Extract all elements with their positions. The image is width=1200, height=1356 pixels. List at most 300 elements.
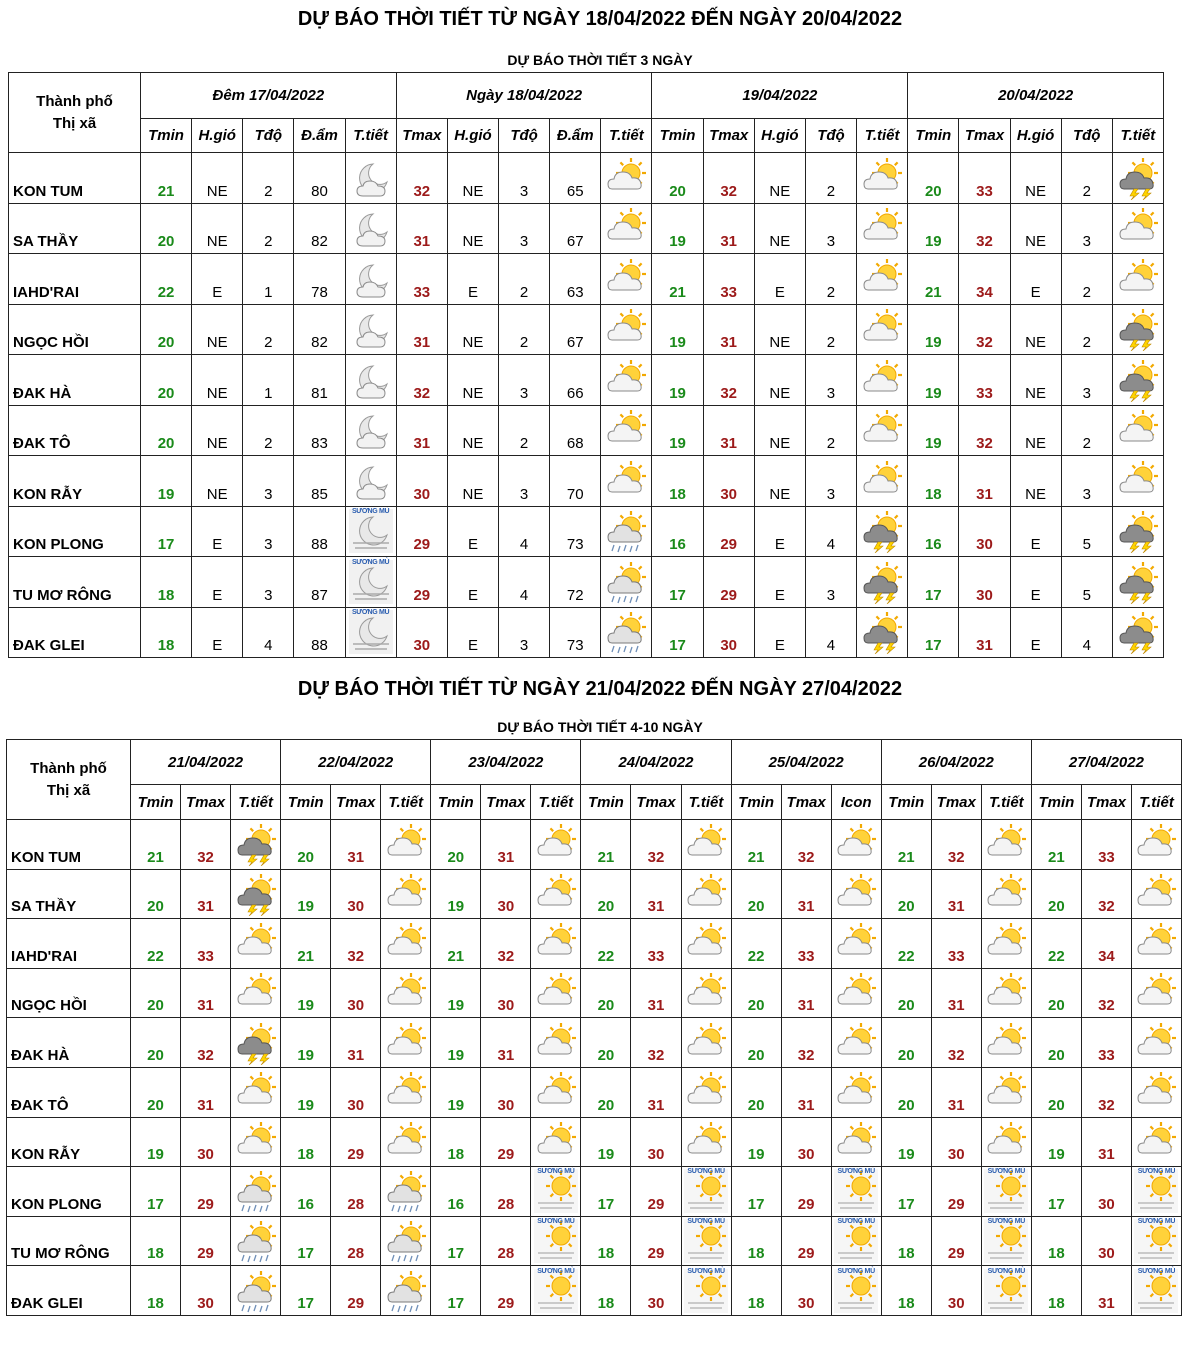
weather-icon-cell <box>981 1117 1031 1167</box>
sun-cloud-icon <box>984 971 1028 1015</box>
sun-cloud-icon <box>384 822 428 866</box>
humidity: 82 <box>294 203 345 254</box>
group-header: 20/04/2022 <box>908 73 1164 119</box>
weather-icon-cell <box>1131 820 1181 870</box>
sun-cloud-icon <box>534 971 578 1015</box>
tmax: 32 <box>631 820 681 870</box>
tmax: 31 <box>781 968 831 1018</box>
wind-direction: E <box>754 506 805 557</box>
wind-speed: 3 <box>499 456 550 507</box>
humidity: 72 <box>550 557 601 608</box>
tmin: 21 <box>581 820 631 870</box>
storm-icon <box>234 872 278 916</box>
tmin: 19 <box>731 1117 781 1167</box>
tmax: 32 <box>331 919 381 969</box>
tmin: 19 <box>652 203 703 254</box>
weather-icon-cell <box>1131 968 1181 1018</box>
tmin: 17 <box>141 506 192 557</box>
weather-icon-cell <box>831 1067 881 1117</box>
wind-speed: 2 <box>805 304 856 355</box>
tmin: 17 <box>881 1167 931 1217</box>
tmax: 33 <box>1081 820 1131 870</box>
tmin: 22 <box>131 919 181 969</box>
weather-icon-cell <box>531 1266 581 1316</box>
city-name: ĐAK GLEI <box>7 1266 131 1316</box>
wind-direction: E <box>192 254 243 305</box>
tmax: 31 <box>396 304 447 355</box>
weather-icon-cell <box>831 1216 881 1266</box>
sun-cloud-icon <box>604 156 648 200</box>
table-row <box>7 1216 1182 1266</box>
weather-icon-cell <box>831 968 881 1018</box>
wind-direction: NE <box>192 153 243 204</box>
wind-direction: NE <box>447 203 498 254</box>
wind-direction: NE <box>192 203 243 254</box>
storm-icon <box>1116 156 1160 200</box>
weather-icon-cell <box>531 1216 581 1266</box>
humidity: 83 <box>294 405 345 456</box>
weather-icon-cell <box>381 1018 431 1068</box>
sun-cloud-icon <box>1134 1120 1178 1164</box>
tmin: 17 <box>1031 1167 1081 1217</box>
weather-icon-cell <box>231 919 281 969</box>
sun-cloud-icon <box>860 156 904 200</box>
column-header: Tmin <box>431 785 481 820</box>
city-name: KON TUM <box>7 820 131 870</box>
sun-cloud-icon <box>984 1021 1028 1065</box>
group-header: 19/04/2022 <box>652 73 908 119</box>
tmin: 22 <box>581 919 631 969</box>
weather-icon-cell <box>1112 607 1163 658</box>
sun-cloud-icon <box>834 971 878 1015</box>
weather-icon-cell <box>831 919 881 969</box>
fog-label: SƯƠNG MÙ <box>351 558 390 566</box>
tmin: 19 <box>141 456 192 507</box>
weather-icon-cell <box>857 456 908 507</box>
tmax: 30 <box>781 1117 831 1167</box>
sun-cloud-icon <box>1134 872 1178 916</box>
sun-cloud-icon <box>684 1021 728 1065</box>
wind-direction: E <box>447 557 498 608</box>
forecast-table-3day <box>8 72 1164 658</box>
column-header: Tmax <box>631 785 681 820</box>
sun-cloud-icon <box>1134 971 1178 1015</box>
wind-speed: 4 <box>805 506 856 557</box>
sun-cloud-icon <box>1116 206 1160 250</box>
tmax: 29 <box>931 1167 981 1217</box>
city-name: NGỌC HỒI <box>9 304 141 355</box>
tmax: 29 <box>396 557 447 608</box>
city-header-line2: Thị xã <box>52 114 97 132</box>
column-header: Tmax <box>1081 785 1131 820</box>
weather-icon-cell <box>831 1266 881 1316</box>
tmax: 32 <box>1081 968 1131 1018</box>
weather-icon-cell <box>231 1018 281 1068</box>
weather-icon-cell <box>345 405 396 456</box>
table-row <box>7 869 1182 919</box>
tmax: 32 <box>181 820 231 870</box>
city-name: KON PLONG <box>7 1167 131 1217</box>
fog-label: SƯƠNG MÙ <box>687 1168 725 1176</box>
subtitle-3day: DỰ BÁO THỜI TIẾT 3 NGÀY <box>507 52 693 68</box>
day-header: 23/04/2022 <box>431 740 581 785</box>
weather-icon-cell <box>601 456 652 507</box>
day-header: 22/04/2022 <box>281 740 431 785</box>
fog-sun-icon <box>834 1269 878 1313</box>
table-row <box>7 968 1182 1018</box>
weather-icon-cell <box>1112 254 1163 305</box>
sun-cloud-icon <box>860 257 904 301</box>
wind-speed: 2 <box>499 405 550 456</box>
storm-icon <box>1116 560 1160 604</box>
tmax: 30 <box>396 456 447 507</box>
tmin: 20 <box>141 405 192 456</box>
humidity: 73 <box>550 506 601 557</box>
moon-cloud-icon <box>349 307 393 351</box>
sun-cloud-icon <box>684 872 728 916</box>
weather-icon-cell <box>1131 1167 1181 1217</box>
wind-speed: 3 <box>499 355 550 406</box>
weather-icon-cell <box>981 919 1031 969</box>
wind-direction: NE <box>192 304 243 355</box>
column-header: T.tiết <box>1112 119 1163 153</box>
tmin: 22 <box>731 919 781 969</box>
tmin: 20 <box>581 1018 631 1068</box>
sun-cloud-icon <box>234 971 278 1015</box>
humidity: 85 <box>294 456 345 507</box>
tmin: 20 <box>131 869 181 919</box>
sun-cloud-icon <box>384 921 428 965</box>
sun-cloud-icon <box>1116 257 1160 301</box>
storm-icon <box>860 509 904 553</box>
sun-cloud-icon <box>604 206 648 250</box>
tmin: 19 <box>281 1067 331 1117</box>
tmax: 30 <box>331 1067 381 1117</box>
tmax: 31 <box>931 869 981 919</box>
humidity: 78 <box>294 254 345 305</box>
tmin: 20 <box>1031 1018 1081 1068</box>
weather-icon-cell <box>1112 355 1163 406</box>
fog-sun-icon <box>534 1269 578 1313</box>
weather-icon-cell <box>857 506 908 557</box>
table-row <box>7 820 1182 870</box>
tmax: 28 <box>481 1167 531 1217</box>
weather-icon-cell <box>681 869 731 919</box>
tmax: 30 <box>931 1266 981 1316</box>
column-header: Tmin <box>652 119 703 153</box>
sun-cloud-icon <box>234 1070 278 1114</box>
sun-cloud-icon <box>234 1120 278 1164</box>
fog-sun-icon <box>684 1269 728 1313</box>
sun-cloud-icon <box>860 307 904 351</box>
tmin: 17 <box>652 557 703 608</box>
column-header: H.gió <box>447 119 498 153</box>
wind-speed: 2 <box>1061 304 1112 355</box>
weather-icon-cell <box>1112 304 1163 355</box>
sun-cloud-icon <box>384 1021 428 1065</box>
tmax: 30 <box>331 968 381 1018</box>
tmax: 31 <box>396 203 447 254</box>
weather-icon-cell <box>531 968 581 1018</box>
tmax: 32 <box>931 820 981 870</box>
table-row <box>9 557 1164 608</box>
tmax: 33 <box>931 919 981 969</box>
city-name: ĐAK TÔ <box>7 1067 131 1117</box>
column-header: H.gió <box>754 119 805 153</box>
weather-icon-cell <box>857 607 908 658</box>
sun-cloud-icon <box>534 1021 578 1065</box>
weather-icon-cell <box>231 1117 281 1167</box>
tmax: 30 <box>1081 1167 1131 1217</box>
wind-speed: 4 <box>499 506 550 557</box>
sun-cloud-icon <box>1134 1070 1178 1114</box>
fog-label: SƯƠNG MÙ <box>1137 1168 1176 1176</box>
tmin: 19 <box>281 968 331 1018</box>
tmin: 20 <box>731 1018 781 1068</box>
humidity: 66 <box>550 355 601 406</box>
city-name: IAHD'RAI <box>7 919 131 969</box>
tmax: 33 <box>181 919 231 969</box>
wind-speed: 3 <box>805 355 856 406</box>
weather-icon-cell <box>981 1216 1031 1266</box>
tmin: 19 <box>431 1018 481 1068</box>
tmin: 20 <box>1031 968 1081 1018</box>
weather-icon-cell <box>531 1167 581 1217</box>
day-header: 26/04/2022 <box>881 740 1031 785</box>
moon-cloud-icon <box>349 206 393 250</box>
table-row <box>7 1117 1182 1167</box>
weather-icon-cell <box>531 1018 581 1068</box>
tmin: 17 <box>131 1167 181 1217</box>
fog-label: SƯƠNG MÙ <box>537 1168 575 1176</box>
humidity: 81 <box>294 355 345 406</box>
weather-icon-cell <box>681 1216 731 1266</box>
wind-speed: 2 <box>805 254 856 305</box>
weather-icon-cell <box>381 820 431 870</box>
fog-label: SƯƠNG MÙ <box>351 609 390 617</box>
tmin: 20 <box>731 1067 781 1117</box>
sun-cloud-icon <box>984 1120 1028 1164</box>
weather-icon-cell <box>345 607 396 658</box>
wind-speed: 4 <box>243 607 294 658</box>
weather-icon-cell <box>1112 506 1163 557</box>
column-header: Tmax <box>331 785 381 820</box>
tmin: 20 <box>1031 1067 1081 1117</box>
tmin: 19 <box>281 1018 331 1068</box>
tmin: 21 <box>431 919 481 969</box>
weather-icon-cell <box>981 820 1031 870</box>
column-header: T.tiết <box>681 785 731 820</box>
tmax: 30 <box>931 1117 981 1167</box>
tmin: 19 <box>908 405 959 456</box>
tmax: 31 <box>1081 1117 1131 1167</box>
weather-icon-cell <box>381 1167 431 1217</box>
weather-icon-cell <box>857 304 908 355</box>
tmax: 32 <box>931 1018 981 1068</box>
table-row <box>9 355 1164 406</box>
weather-icon-cell <box>681 1266 731 1316</box>
tmax: 32 <box>481 919 531 969</box>
fog-sun-icon <box>684 1219 728 1263</box>
tmax: 31 <box>181 968 231 1018</box>
wind-direction: NE <box>1010 153 1061 204</box>
weather-icon-cell <box>345 203 396 254</box>
tmax: 31 <box>181 1067 231 1117</box>
wind-direction: NE <box>754 153 805 204</box>
wind-direction: NE <box>447 405 498 456</box>
weather-icon-cell <box>857 405 908 456</box>
sun-cloud-icon <box>860 358 904 402</box>
tmax: 30 <box>181 1266 231 1316</box>
tmin: 20 <box>581 1067 631 1117</box>
wind-direction: NE <box>754 405 805 456</box>
tmin: 18 <box>131 1266 181 1316</box>
wind-speed: 3 <box>499 607 550 658</box>
storm-icon <box>860 560 904 604</box>
storm-icon <box>1116 610 1160 654</box>
tmax: 28 <box>331 1167 381 1217</box>
weather-icon-cell <box>601 153 652 204</box>
wind-speed: 3 <box>243 557 294 608</box>
weather-icon-cell <box>981 1067 1031 1117</box>
tmax: 32 <box>959 304 1010 355</box>
wind-direction: NE <box>447 456 498 507</box>
sun-cloud-icon <box>984 822 1028 866</box>
sun-rain-icon <box>234 1169 278 1213</box>
wind-speed: 3 <box>243 456 294 507</box>
fog-label: SƯƠNG MÙ <box>987 1267 1025 1275</box>
tmax: 28 <box>331 1216 381 1266</box>
column-header: Tmin <box>141 119 192 153</box>
city-name: TU MƠ RÔNG <box>9 557 141 608</box>
tmax: 34 <box>959 254 1010 305</box>
tmin: 16 <box>908 506 959 557</box>
tmin: 18 <box>431 1117 481 1167</box>
column-header: Tmax <box>959 119 1010 153</box>
city-name: ĐAK HÀ <box>9 355 141 406</box>
column-header: Đ.ẩm <box>294 119 345 153</box>
city-header-line1: Thành phố <box>30 759 107 777</box>
wind-direction: NE <box>192 405 243 456</box>
tmin: 20 <box>281 820 331 870</box>
tmin: 17 <box>731 1167 781 1217</box>
tmin: 21 <box>141 153 192 204</box>
weather-icon-cell <box>681 1018 731 1068</box>
weather-icon-cell <box>981 1167 1031 1217</box>
tmax: 30 <box>631 1117 681 1167</box>
table-row <box>9 405 1164 456</box>
city-header-line1: Thành phố <box>36 92 113 110</box>
weather-icon-cell <box>1131 919 1181 969</box>
weather-icon-cell <box>345 304 396 355</box>
tmax: 32 <box>959 203 1010 254</box>
tmin: 18 <box>581 1216 631 1266</box>
tmax: 30 <box>331 869 381 919</box>
weather-icon-cell <box>981 869 1031 919</box>
tmin: 18 <box>581 1266 631 1316</box>
weather-icon-cell <box>381 1067 431 1117</box>
sun-cloud-icon <box>834 872 878 916</box>
column-header: Tđộ <box>499 119 550 153</box>
tmax: 31 <box>396 405 447 456</box>
column-header: Tmin <box>581 785 631 820</box>
humidity: 70 <box>550 456 601 507</box>
wind-direction: NE <box>192 456 243 507</box>
wind-direction: NE <box>754 456 805 507</box>
wind-speed: 5 <box>1061 557 1112 608</box>
weather-icon-cell <box>531 1117 581 1167</box>
tmax: 32 <box>781 820 831 870</box>
tmax: 30 <box>703 456 754 507</box>
sun-cloud-icon <box>684 1070 728 1114</box>
tmax: 29 <box>931 1216 981 1266</box>
tmax: 31 <box>481 1018 531 1068</box>
wind-direction: NE <box>754 304 805 355</box>
forecast-table-10day <box>6 739 1182 1316</box>
column-header: Tmin <box>731 785 781 820</box>
tmax: 29 <box>331 1266 381 1316</box>
title-10day: DỰ BÁO THỜI TIẾT TỪ NGÀY 21/04/2022 ĐẾN NGÀY 27/04/2022 <box>297 678 903 700</box>
tmin: 20 <box>881 869 931 919</box>
storm-icon <box>234 822 278 866</box>
tmin: 20 <box>731 968 781 1018</box>
tmin: 17 <box>908 557 959 608</box>
sun-cloud-icon <box>834 1120 878 1164</box>
tmin: 18 <box>141 607 192 658</box>
tmin: 17 <box>431 1266 481 1316</box>
wind-direction: E <box>754 557 805 608</box>
weather-icon-cell <box>857 254 908 305</box>
humidity: 65 <box>550 153 601 204</box>
wind-direction: E <box>192 506 243 557</box>
tmax: 32 <box>396 355 447 406</box>
humidity: 63 <box>550 254 601 305</box>
storm-icon <box>1116 509 1160 553</box>
city-name: SA THẦY <box>7 869 131 919</box>
wind-direction: NE <box>1010 405 1061 456</box>
column-header: Tmin <box>281 785 331 820</box>
fog-label: SƯƠNG MÙ <box>537 1267 575 1275</box>
column-header: T.tiết <box>1131 785 1181 820</box>
weather-icon-cell <box>601 304 652 355</box>
weather-icon-cell <box>231 1266 281 1316</box>
tmin: 19 <box>652 304 703 355</box>
table-row <box>7 1266 1182 1316</box>
tmin: 21 <box>731 820 781 870</box>
weather-icon-cell <box>1131 1266 1181 1316</box>
fog-moon-icon <box>349 610 393 654</box>
city-header-line2: Thị xã <box>46 781 91 799</box>
wind-speed: 3 <box>805 456 856 507</box>
tmin: 19 <box>581 1117 631 1167</box>
weather-icon-cell <box>831 1167 881 1217</box>
wind-speed: 2 <box>499 304 550 355</box>
tmax: 31 <box>181 869 231 919</box>
tmin: 16 <box>281 1167 331 1217</box>
tmin: 19 <box>881 1117 931 1167</box>
sun-cloud-icon <box>684 1120 728 1164</box>
sun-cloud-icon <box>684 921 728 965</box>
humidity: 80 <box>294 153 345 204</box>
sun-rain-icon <box>384 1169 428 1213</box>
weather-icon-cell <box>345 153 396 204</box>
weather-icon-cell <box>1112 456 1163 507</box>
column-header: Tmin <box>881 785 931 820</box>
sun-cloud-icon <box>604 257 648 301</box>
wind-direction: E <box>754 607 805 658</box>
tmax: 31 <box>931 968 981 1018</box>
table-row <box>9 203 1164 254</box>
